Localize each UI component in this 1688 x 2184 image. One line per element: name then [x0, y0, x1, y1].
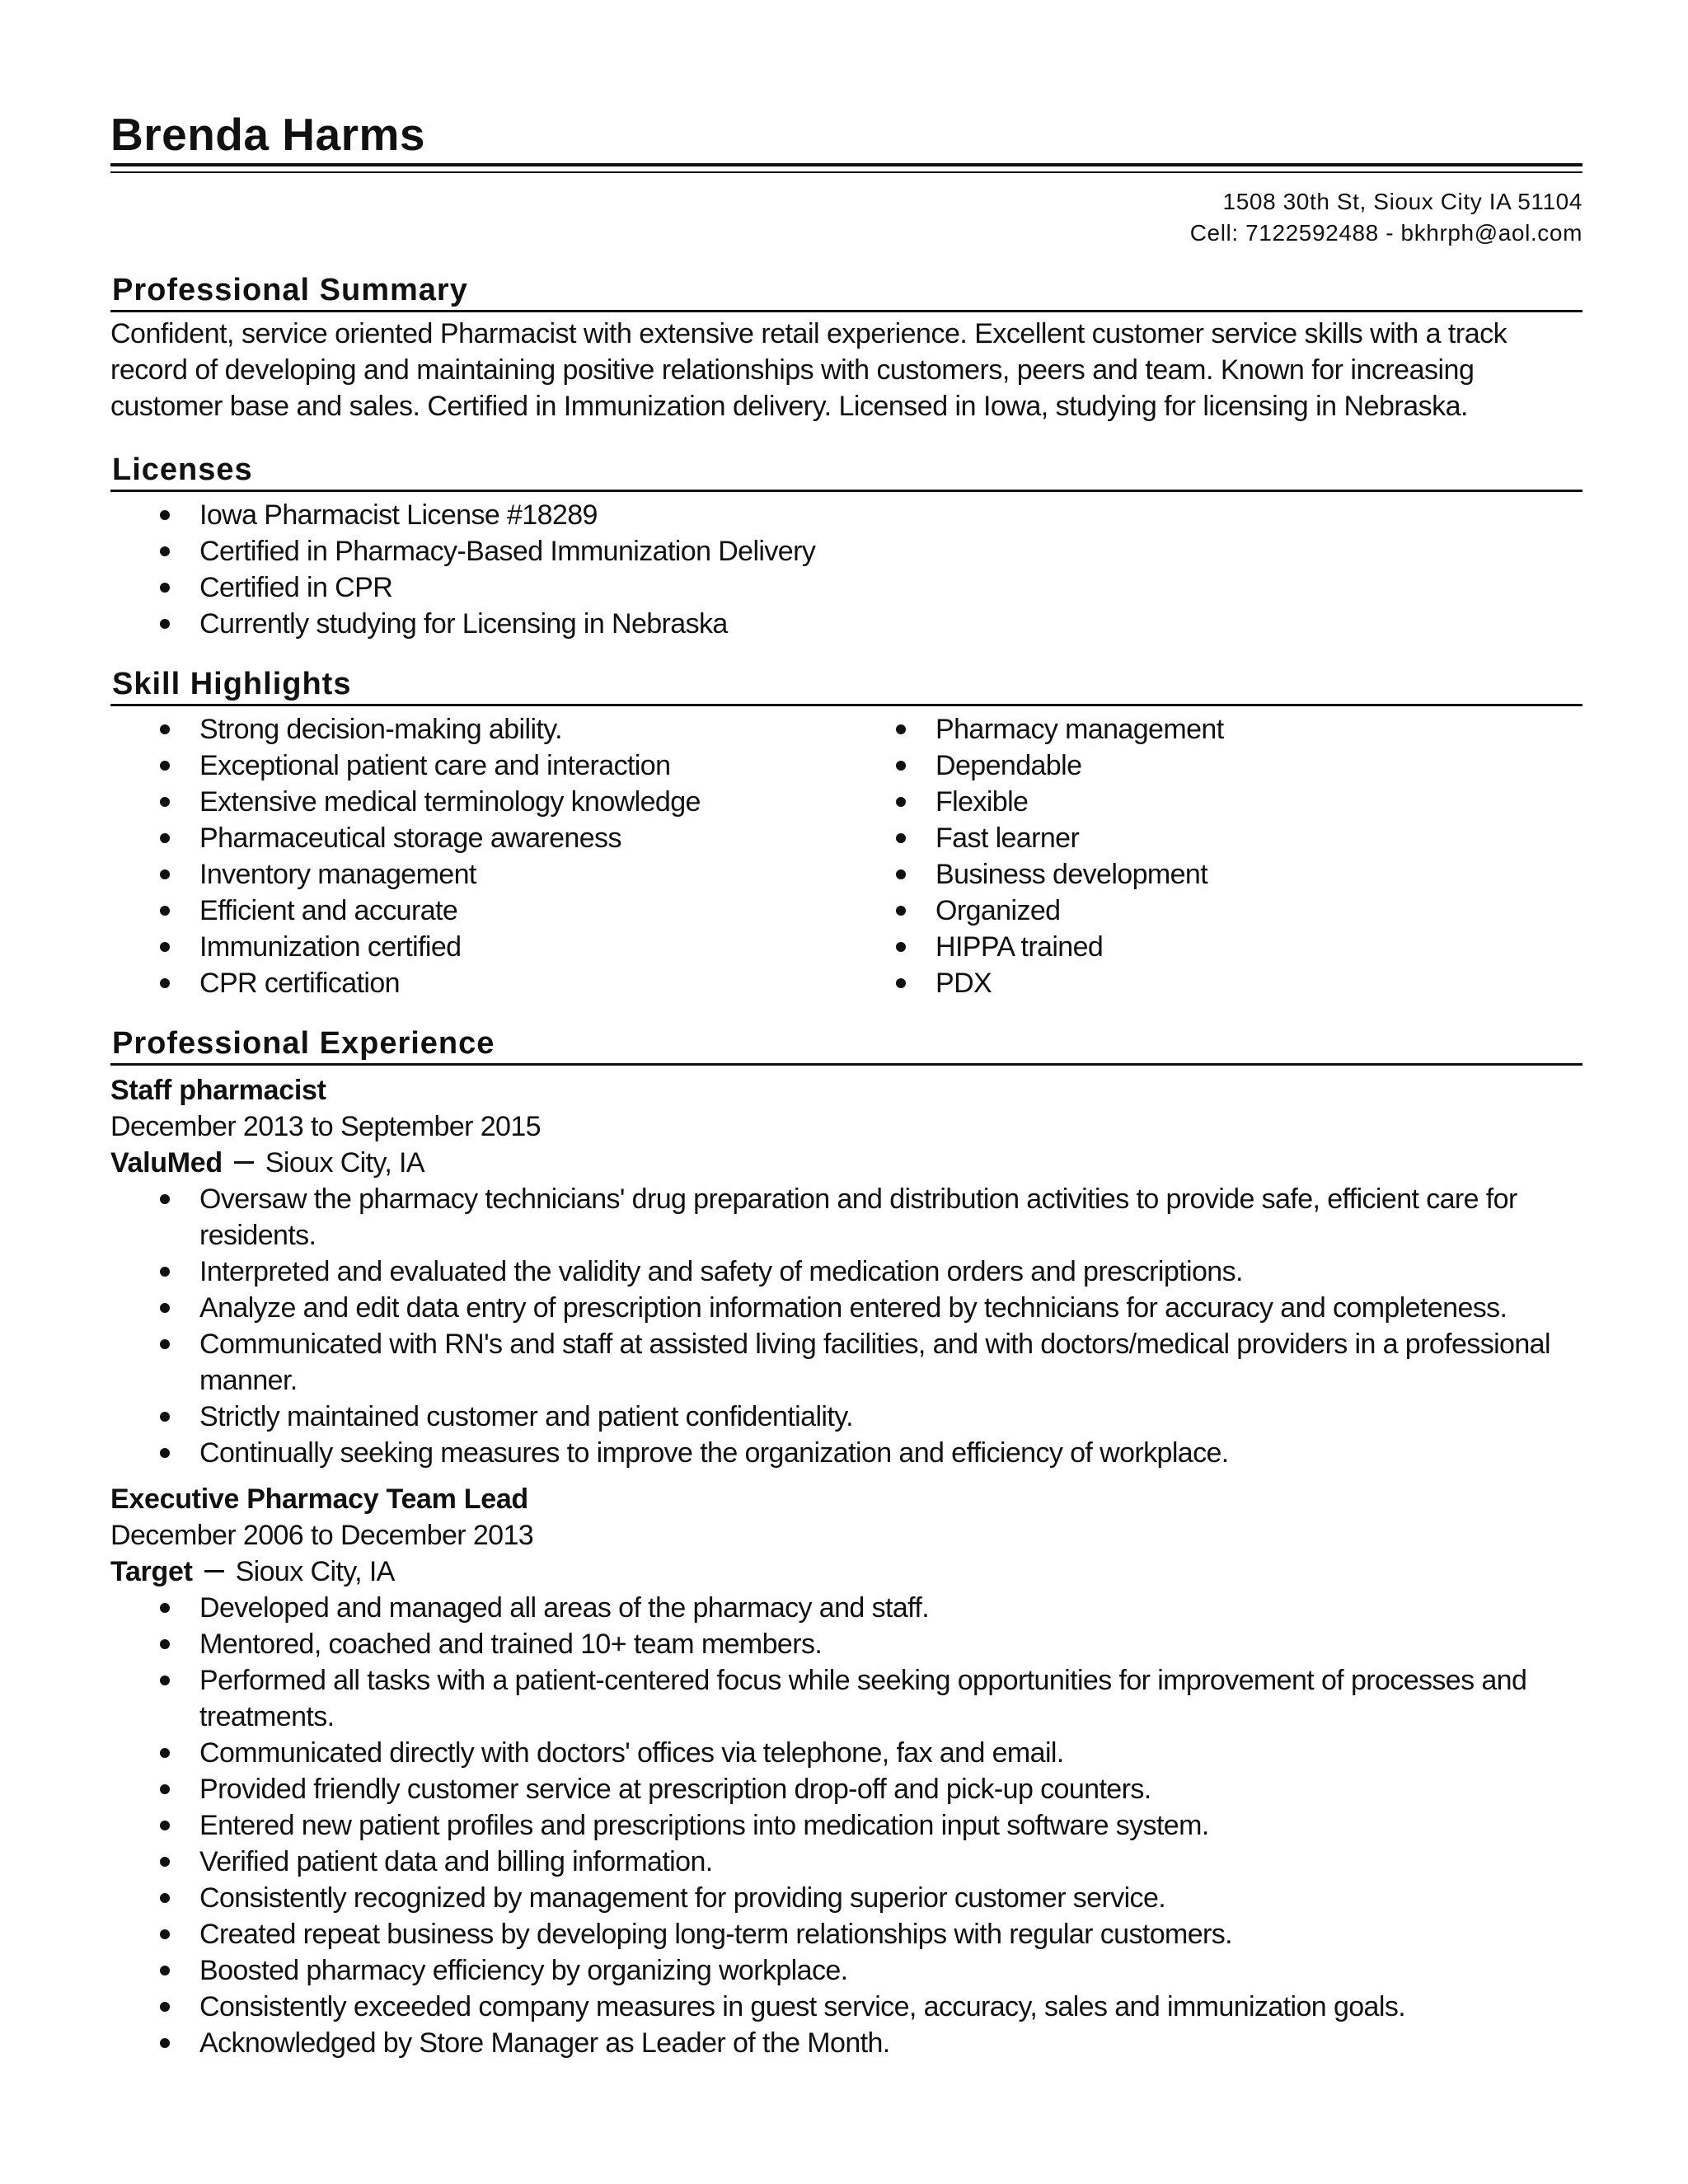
- job-title: Staff pharmacist: [110, 1075, 326, 1106]
- section-title-experience: Professional Experience: [110, 1024, 1582, 1066]
- bullet-icon: [160, 1267, 170, 1277]
- skills-column-right: [846, 711, 1582, 1001]
- bullet-icon: [160, 869, 170, 879]
- bullet-icon: [160, 1194, 170, 1204]
- header-divider-thick: [110, 163, 1582, 166]
- bullet-icon: [160, 942, 170, 952]
- bullet-icon: [160, 1412, 170, 1422]
- licenses-list: [110, 497, 1582, 642]
- bullet-icon: [896, 906, 906, 916]
- list-item: Developed and managed all areas of the pharmacy and staff.: [110, 1590, 1582, 1626]
- company-location: Sioux City, IA: [235, 1556, 395, 1587]
- contact-block: [1190, 186, 1582, 249]
- list-item: Performed all tasks with a patient-centered focus while seeking opportunities for improvement of processes and treatments.: [110, 1662, 1582, 1735]
- list-item: Created repeat business by developing long-term relationships with regular customers.: [110, 1916, 1582, 1952]
- bullet-icon: [160, 2038, 170, 2048]
- list-item: Flexible: [846, 784, 1582, 820]
- bullet-icon: [160, 1748, 170, 1758]
- list-item: Mentored, coached and trained 10+ team members.: [110, 1626, 1582, 1662]
- section-licenses: [110, 450, 1582, 642]
- bullet-icon: [160, 978, 170, 988]
- list-item: Fast learner: [846, 820, 1582, 856]
- skills-columns: [110, 711, 1582, 1001]
- list-item: Inventory management: [110, 856, 846, 893]
- bullet-icon: [160, 761, 170, 771]
- bullet-icon: [160, 1966, 170, 1975]
- dash-separator: [234, 1161, 254, 1164]
- bullet-icon: [160, 1448, 170, 1458]
- job-dates: December 2006 to December 2013: [110, 1520, 534, 1551]
- section-title-licenses: Licenses: [110, 450, 1582, 492]
- list-item: Strong decision-making ability.: [110, 711, 846, 748]
- list-item: Business development: [846, 856, 1582, 893]
- job-bullets: [110, 1181, 1582, 1471]
- bullet-icon: [160, 510, 170, 520]
- job-entry: [110, 1481, 1582, 2061]
- bullet-icon: [160, 2002, 170, 2012]
- bullet-icon: [160, 583, 170, 593]
- bullet-icon: [160, 724, 170, 734]
- list-item: Analyze and edit data entry of prescription information entered by technicians for accuracy and completeness.: [110, 1290, 1582, 1326]
- candidate-name: Brenda Harms: [110, 109, 425, 160]
- section-summary: [110, 270, 1582, 424]
- list-item: Organized: [846, 893, 1582, 929]
- address: 1508 30th St, Sioux City IA 51104: [1222, 189, 1582, 214]
- bullet-icon: [160, 1339, 170, 1349]
- list-item: Dependable: [846, 748, 1582, 784]
- header-divider-thin: [110, 171, 1582, 173]
- summary-text: Confident, service oriented Pharmacist with extensive retail experience. Excellent customer service skills with a track record of developing and maintaining positive relationships with customers, peers and team. Known for increasing customer base and sales. Certified in Immunization delivery. Licensed in Iowa, studying for licensing in Nebraska.: [110, 318, 1507, 422]
- list-item: Provided friendly customer service at prescription drop-off and pick-up counters.: [110, 1771, 1582, 1807]
- section-title-skills: Skill Highlights: [110, 664, 1582, 706]
- list-item: Pharmaceutical storage awareness: [110, 820, 846, 856]
- bullet-icon: [896, 797, 906, 807]
- bullet-icon: [896, 942, 906, 952]
- skills-column-left: [110, 711, 846, 1001]
- bullet-icon: [896, 869, 906, 879]
- company-name: ValuMed: [110, 1147, 223, 1179]
- skills-list-left: [110, 711, 846, 1001]
- bullet-icon: [160, 546, 170, 556]
- list-item: Extensive medical terminology knowledge: [110, 784, 846, 820]
- bullet-icon: [160, 1639, 170, 1649]
- list-item: Acknowledged by Store Manager as Leader of the Month.: [110, 2025, 1582, 2061]
- list-item: HIPPA trained: [846, 929, 1582, 965]
- dash-separator: [204, 1570, 224, 1572]
- list-item: Efficient and accurate: [110, 893, 846, 929]
- bullet-icon: [160, 1821, 170, 1830]
- list-item: Communicated with RN's and staff at assisted living facilities, and with doctors/medical providers in a professional manner.: [110, 1326, 1582, 1399]
- job-dates: December 2013 to September 2015: [110, 1111, 541, 1142]
- list-item: Interpreted and evaluated the validity and safety of medication orders and prescriptions.: [110, 1254, 1582, 1290]
- bullet-icon: [160, 797, 170, 807]
- skills-list-right: [846, 711, 1582, 1001]
- bullet-icon: [896, 978, 906, 988]
- list-item: Strictly maintained customer and patient confidentiality.: [110, 1399, 1582, 1435]
- list-item: Oversaw the pharmacy technicians' drug preparation and distribution activities to provide safe, efficient care for residents.: [110, 1181, 1582, 1254]
- bullet-icon: [160, 1929, 170, 1939]
- bullet-icon: [160, 1857, 170, 1867]
- job-company-line: [110, 1145, 1582, 1181]
- list-item: Consistently exceeded company measures in guest service, accuracy, sales and immunization goals.: [110, 1989, 1582, 2025]
- list-item: Verified patient data and billing information.: [110, 1844, 1582, 1880]
- company-location: Sioux City, IA: [265, 1147, 424, 1179]
- section-experience: [110, 1024, 1582, 2061]
- list-item: PDX: [846, 965, 1582, 1001]
- list-item: Entered new patient profiles and prescriptions into medication input software system.: [110, 1807, 1582, 1844]
- list-item: Certified in CPR: [110, 569, 1582, 606]
- list-item: Certified in Pharmacy-Based Immunization Delivery: [110, 533, 1582, 569]
- list-item: Iowa Pharmacist License #18289: [110, 497, 1582, 533]
- bullet-icon: [896, 761, 906, 771]
- job-entry: [110, 1072, 1582, 1471]
- list-item: Continually seeking measures to improve the organization and efficiency of workplace.: [110, 1435, 1582, 1471]
- bullet-icon: [160, 1603, 170, 1613]
- bullet-icon: [160, 1784, 170, 1794]
- bullet-icon: [160, 833, 170, 843]
- list-item: Currently studying for Licensing in Nebraska: [110, 606, 1582, 642]
- list-item: Immunization certified: [110, 929, 846, 965]
- job-company-line: [110, 1554, 1582, 1590]
- phone-email: Cell: 7122592488 - bkhrph@aol.com: [1189, 220, 1582, 246]
- list-item: Exceptional patient care and interaction: [110, 748, 846, 784]
- bullet-icon: [160, 1893, 170, 1903]
- bullet-icon: [160, 1675, 170, 1685]
- list-item: Communicated directly with doctors' offices via telephone, fax and email.: [110, 1735, 1582, 1771]
- job-title: Executive Pharmacy Team Lead: [110, 1483, 528, 1515]
- job-bullets: [110, 1590, 1582, 2061]
- bullet-icon: [160, 906, 170, 916]
- section-skills: [110, 664, 1582, 1001]
- list-item: Consistently recognized by management for providing superior customer service.: [110, 1880, 1582, 1916]
- list-item: CPR certification: [110, 965, 846, 1001]
- bullet-icon: [160, 619, 170, 629]
- bullet-icon: [896, 833, 906, 843]
- bullet-icon: [896, 724, 906, 734]
- company-name: Target: [110, 1556, 193, 1587]
- list-item: Boosted pharmacy efficiency by organizing workplace.: [110, 1952, 1582, 1989]
- section-title-summary: Professional Summary: [110, 270, 1582, 312]
- bullet-icon: [160, 1303, 170, 1313]
- list-item: Pharmacy management: [846, 711, 1582, 748]
